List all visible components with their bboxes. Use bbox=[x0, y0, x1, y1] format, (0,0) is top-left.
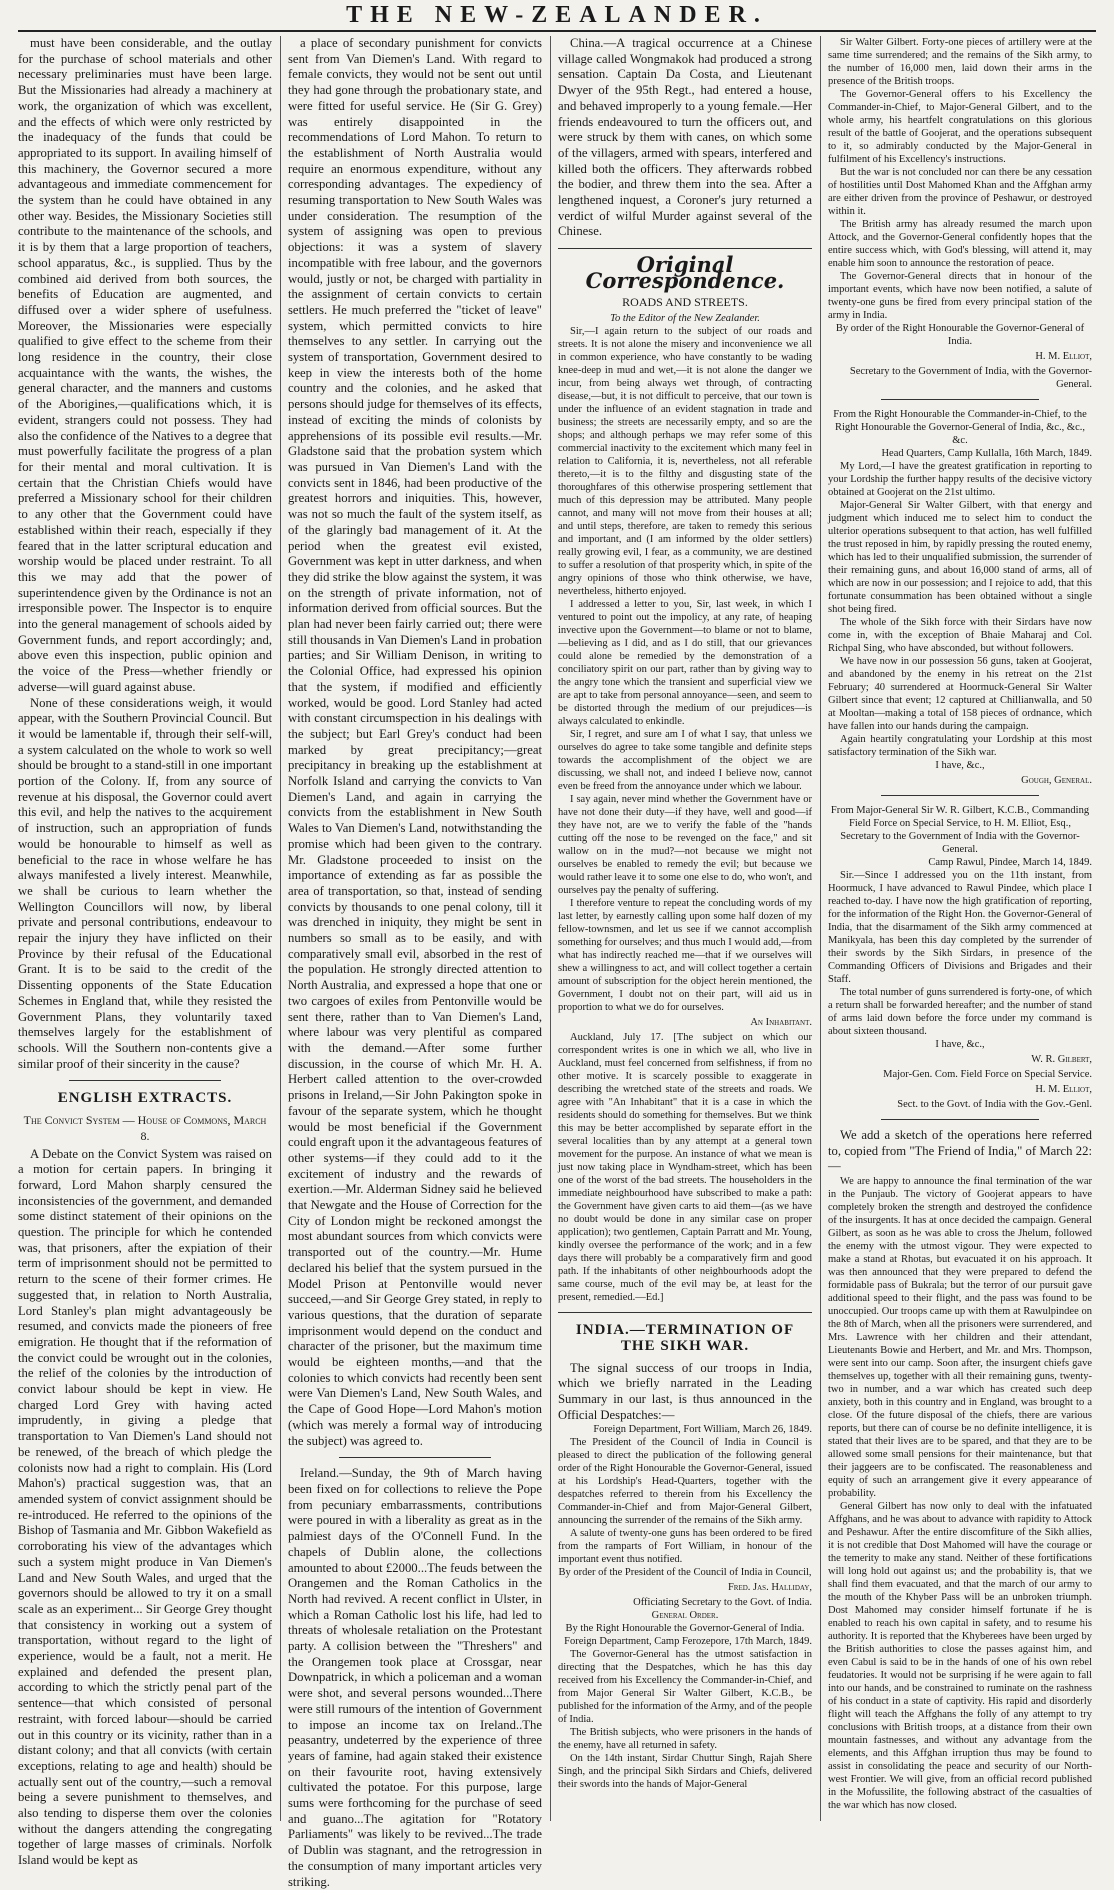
divider bbox=[881, 399, 1039, 400]
paragraph: The British army has already resumed the march upon Attock, and the Governor-General confidently hopes that the entire success which, with God's blessing, will attend it, may enable him soon to announce the restoration of peace. bbox=[828, 219, 1092, 269]
paragraph: The whole of the Sikh force with their Sirdars have now come in, with the exception of Bhaie Maharaj and Col. Richpal Sing, who have absconded, but without followers. bbox=[828, 617, 1092, 654]
section-heading: INDIA.—TERMINATION OF THE SIKH WAR. bbox=[575, 1322, 795, 1354]
subheading: ROADS AND STREETS. bbox=[622, 294, 748, 309]
signature: An Inhabitant. bbox=[750, 1017, 812, 1029]
paragraph: The Governor-General directs that in honour of the important events, which have now been notified, a salute of twenty-one guns be fired from every principal station of the army in India. bbox=[828, 271, 1092, 321]
paragraph: A salute of twenty-one guns has been ordered to be fired from the ramparts of Fort William, in honour of the important event thus notified. bbox=[558, 1528, 812, 1566]
dateline: Camp Rawul, Pindee, March 14, 1849. bbox=[928, 857, 1092, 868]
closing: I have, &c., bbox=[935, 1039, 985, 1050]
column-divider bbox=[820, 36, 821, 1821]
signature-title: Major-Gen. Com. Field Force on Special Service. bbox=[883, 1069, 1092, 1080]
paragraph: Sir, I regret, and sure am I of what I say, that unless we ourselves do agree to take some tangible and definite steps towards the accomplishment of the object we are discussing, we shall not, and indeed I believe now, cannot even be freed from the annoyance under which we labour. bbox=[558, 729, 812, 793]
paragraph: Ireland.—Sunday, the 9th of March having been fixed on for collections to relieve the Pope from pecuniary embarrassments, contributions were poured in with a liberality as great as in the palmiest days of the O'Connell Fund. In the chapels of Dublin alone, the collections amounted to about £2000...The feuds between the Orangemen and the Roman Catholics in the North had revived. A recent conflict in Ulster, in which a Roman Catholic lost his life, had led to threats of wholesale retaliation on the Protestant party. A collision between the "Threshers" and the Orangemen took place at Crossgar, near Downpatrick, in which a policeman and a woman were shot, and several persons wounded...There were still rumours of the intention of Government to impose an income tax on Ireland..The peasantry, undeterred by the experience of three years of famine, had again staked their existence on their favourite root, having extensively cultivated the potatoe. For this purpose, large sums were forthcoming for the purchase of seed and guano...The agitation for "Rotatory Parliaments" was likely to be revived...The trade of Dublin was stagnant, and the retrogression in the consumption of many important articles very striking. bbox=[288, 1466, 542, 1889]
column-4 bbox=[828, 36, 1092, 1821]
signature: Fred. Jas. Halliday, bbox=[727, 1582, 812, 1594]
divider bbox=[339, 1457, 491, 1458]
paragraph: Sir Walter Gilbert. Forty-one pieces of artillery were at the same time surrendered; and the remains of the Sikh army, to the number of 16,000 men, laid down their arms in the presence of the British troops. bbox=[828, 37, 1092, 87]
signature: Gough, General. bbox=[1021, 775, 1092, 786]
divider bbox=[881, 795, 1039, 796]
closing: I have, &c., bbox=[935, 760, 985, 771]
section-heading: Original Correspondence. bbox=[585, 252, 785, 293]
paragraph: My Lord,—I have the greatest gratification in reporting to your Lordship the further happy results of the decisive victory obtained at Goojerat on the 21st ultimo. bbox=[828, 461, 1092, 498]
editor-note: Auckland, July 17. [The subject on which our correspondent writes is one in which we all, who live in Auckland, must feel concerned from selfishness, if from no other motive. It is scarcely possible to exaggerate in describing the wretched state of the streets and roads. We agree with "An Inhabitant" that it is a case in which the residents should do something for themselves. But we think this may be better accomplished by separate effort in the several localities than by any attempt at a general town movement for the purpose. An instance of what we mean is just now taking place in Wyndham-street, which has been one of the worst of the bad streets. The householders in the immediate neighbourhood have subscribed to make a path: the Government have given carts to aid them—(as we have no doubt would be done in any similar case on proper application); two gentlemen, Captain Parratt and Mr. Young, kindly oversee the performance of the work; and in a few days there will probably be a comparatively firm and good path. If the inhabitants of other neighbourhoods adopt the same course, much of the evil may be, at least for the present, remedied.—Ed.] bbox=[558, 1032, 812, 1304]
masthead bbox=[0, 0, 1114, 30]
paragraph: But the war is not concluded nor can there be any cessation of hostilities until Dost Mahomed Khan and the Affghan army are either driven from the province of Peshawur, or destroyed within it. bbox=[828, 167, 1092, 217]
dateline: Foreign Department, Fort William, March 26, 1849. bbox=[593, 1424, 812, 1436]
divider bbox=[558, 1312, 812, 1313]
paragraph: must have been considerable, and the outlay for the purchase of school materials and other necessary preliminaries must have been large. But the Missionaries had already a machinery at work, the organization of which was excellent, and the effects of which were only restricted by the inadequacy of the funds that could be appropriated to its support. In availing himself of this machinery, the Governor secured a more advantageous and immediate commencement for the system than he could have obtained in any other way. Besides, the Missionary Societies still contribute to the maintenance of the schools, and it is by them that a large proportion of teachers, school apparatus, &c., is supplied. Thus by the combined aid derived from both sources, the benefits of Education are augmented, and diffused over a wider sphere of usefulness. Moreover, the Missionaries were especially qualified to give effect to the scheme from their long residence in the country, their close acquaintance with the wants, the wishes, the general character, and the manners and customs of the Aborigines,—qualifications which, it is evident, strangers could not possess. They had also the confidence of the Natives to a degree that must powerfully facilitate the progress of a plan for their mental and moral cultivation. It is certain that the Christian Chiefs would have preferred a Missionary school for their children to any other that the Government could have established within their reach, especially if they feared that in the latter scriptural education and worship would be placed under restraint. To all this we may add that the power of superintendence given by the Ordinance is not an irresponsible power. The Inspector is to enquire into the general management of schools aided by Government funds, and report accordingly; and, above even this inspection, public opinion and the voice of the Press—whether friendly or adverse—will guard against abuse. bbox=[18, 36, 272, 694]
paragraph: We have now in our possession 56 guns, taken at Goojerat, and abandoned by the enemy in his retreat on the 21st February; 40 surrendered at Hoormuck-General Sir Walter Gilbert since that event; 12 captured at Chillianwalla, and 50 at Mooltan—making a total of 158 pieces of ordnance, which have fallen into our hands during the campaign. bbox=[828, 656, 1092, 732]
subheading: To the Editor of the New Zealander. bbox=[610, 313, 760, 325]
paragraph: Major-General Sir Walter Gilbert, with that energy and judgment which induced me to select him to conduct the ulterior operations subsequent to that action, has well fulfilled the trust reposed in him, by rapidly pressing the routed enemy, which has led to their unqualified submission, the surrender of their remaining guns, and about 16,000 stand of arms, all of which are now in our possession; and I rejoice to add, that this fortunate consummation has been obtained without a single shot being fired. bbox=[828, 500, 1092, 615]
order-line: By the Right Honourable the Governor-General of India. bbox=[565, 1623, 805, 1635]
signature-title: Secretary to the Government of India, with the Governor-General. bbox=[849, 366, 1092, 390]
paragraph: We are happy to announce the final termination of the war in the Punjaub. The victory of Goojerat appears to have completely broken the strength and destroyed the confidence of the insurgents. It has at once decided the campaign. General Gilbert, as soon as he was able to cross the Jhelum, followed the enemy with the utmost vigour. They were expected to make a stand at Rhotas, but evacuated it on his approach. It was then announced that they were prepared to defend the formidable pass of Bukrala; but the terror of our pursuit gave additional speed to their flight, and the pass was found to be unoccupied. Our troops came up with them at Rawulpindee on the 8th of March, when all the prisoners were surrendered, and Mrs. Lawrence with her children and their attendant, Lieutenants Bowie and Herbert, and Mr. and Mrs. Thompson, were sent into our camp. Soon after, the insurgent chiefs gave themselves up, together with all their remaining guns, twenty-two in number, and a war which has created such deep anxiety, both in this country and in England, was brought to a close. Of the future disposal of the chiefs, there are various reports, but there can of course be no definite intelligence, it is stated that their lives are to be spared, and that they are to be allowed some small pensions for their maintenance, but that their jaggeers are to be confiscated. The reasonableness and equity of such an arrangement give it every appearance of probability. bbox=[828, 1176, 1092, 1500]
paragraph: The signal success of our troops in India, which we briefly narrated in the Leading Summary in our last, is thus announced in the Official Despatches:— bbox=[558, 1360, 812, 1422]
paragraph: The Governor-General has the utmost satisfaction in directing that the Despatches, which he has this day received from his Excellency the Commander-in-Chief, and from Major General Sir Walter Gilbert, K.C.B., be published for the information of the Army, and of the people of India. bbox=[558, 1649, 812, 1726]
paragraph: I addressed a letter to you, Sir, last week, in which I ventured to point out the impolicy, at any rate, of heaping invective upon the Government—to blame or not to blame,—believing as I did, and as I do still, that our grievances could alone be remedied by the demonstration of a conciliatory spirit on our part, rather than by giving way to the angry tone which the transient and superficial view we are apt to take from personal annoyance—seen, and seem to be distorted through the medium of our prejudices—is always calculated to enkindle. bbox=[558, 599, 812, 728]
subheading: General Order. bbox=[651, 1610, 719, 1622]
paragraph: The total number of guns surrendered is forty-one, of which a return shall be forwarded hereafter; and the number of stand of arms laid down before the force under my command is about sixteen thousand. bbox=[828, 987, 1092, 1037]
paragraph: We add a sketch of the operations here referred to, copied from "The Friend of India," of March 22:— bbox=[828, 1128, 1092, 1174]
divider bbox=[69, 1080, 221, 1081]
paragraph: Sir.—Since I addressed you on the 11th instant, from Hoormuck, I have advanced to Rawul Pindee, which place I reached to-day. I have now the high gratification of reporting, for the information of the Right Hon. the Governor-General of India, that the disarmament of the Sikh army commenced at Manikyala, has been this day completed by the surrender of their swords by the Sikh Sirdars, in presence of the Commanding Officers of Divisions and Brigades and their Staff. bbox=[828, 870, 1092, 985]
paragraph: The Governor-General offers to his Excellency the Commander-in-Chief, to Major-General Gilbert, and to the whole army, his heartfelt congratulations on this glorious result of the battle of Goojerat, and the operations subsequent to it, so admirably conducted by the Major-General in fulfilment of his Excellency's instructions. bbox=[828, 89, 1092, 165]
paragraph: A Debate on the Convict System was raised on a motion for certain papers. In bringing it forward, Lord Mahon sharply censured the inconsistencies of the government, and demanded some distinct statement of their opinions on the question. The principle for which he contended was, that prisoners, after the expiation of their term of imprisonment should not be permitted to return to the scene of their former crimes. He suggested that, in relation to North Australia, Lord Stanley's plan might advantageously be resumed, and convicts made the pioneers of free emigration. He thought that if the reformation of the convict could be wrought out in the colonies, the relief of the colonies by the introduction of convict labour should be kept in view. He charged Lord Grey with having acted imprudently, in giving a pledge that transportation to Van Diemen's Land should not be renewed, of the breach of which pledge the colonists now had a right to complain. His (Lord Mahon's) practical suggestion was, that an amended system of convict assignment should be re-introduced. He referred to the opinions of the Bishop of Tasmania and Mr. Gibbon Wakefield as corroborating his view of the advantages which such a system might produce in Van Diemen's Land and New South Wales, and urged that the governors should be allowed to try it on a small scale as an experiment... Sir George Grey thought that consistency in working out a system of transportation, without regard to the light of experience, would be a fault, not a merit. He explained and defended the present plan, according to which the strictly penal part of the sentence—that which consisted of personal restraint, with forced labour—should be carried out in this country or its vicinity, rather than in a distant colony; and that all convicts (with certain exceptions, relating to age and health) should be actually sent out of the country,—such a removal being a severe punishment to themselves, and also tending to disperse them over the colonies without the dangers attending the congregating together of large masses of criminals. Norfolk Island would be kept as bbox=[18, 1146, 272, 1868]
divider bbox=[881, 1119, 1039, 1120]
signature-title: Sect. to the Govt. of India with the Gov.-Genl. bbox=[897, 1099, 1092, 1110]
paragraph: I therefore venture to repeat the concluding words of my last letter, by earnestly calling upon some half dozen of my fellow-townsmen, and let us see if we cannot accomplish something for ourselves; and thus much I would add,—from what has indirectly reached me—that if we ourselves will shew a willingness to act, and will collect together a certain amount of subscription for the object herein mentioned, the Government, I doubt not on their part, will aid us in proportion to what we do for ourselves. bbox=[558, 898, 812, 1014]
column-2 bbox=[288, 36, 543, 1889]
masthead-title: THE NEW-ZEALANDER. bbox=[346, 2, 768, 28]
paragraph: The British subjects, who were prisoners in the hands of the enemy, have all returned in safety. bbox=[558, 1727, 812, 1752]
paragraph: I say again, never mind whether the Government have or have not done their duty—if they have, well and good—if they have not, are we to verify the fable of the "hands cutting off the nose to be revenged on the face," and sit wallow on in the mud?—not because we might not ourselves be enabled to remedy the evil; but because we would rather leave it to some one else to do, who won't, and ourselves pay the penalty of suffering. bbox=[558, 794, 812, 897]
divider bbox=[558, 248, 812, 249]
masthead-rule bbox=[18, 30, 1096, 32]
paragraph: China.—A tragical occurrence at a Chinese village called Wongmakok had produced a strong sensation. Captain Da Costa, and Lieutenant Dwyer of the 95th Regt., had entered a house, and behaved improperly to a young female.—Her friends endeavoured to turn the officers out, and were struck by them with canes, on which some of the villagers, armed with spears, interfered and killed both the officers. They afterwards robbed the bodier, and threw them into the sea. After a lengthened inquest, a Coroner's jury returned a verdict of wilful Murder against several of the Chinese. bbox=[558, 36, 812, 239]
paragraph: a place of secondary punishment for convicts sent from Van Diemen's Land. With regard to female convicts, they would not be sent out until they had gone through the probationary state, and were fitted for useful service. He (Sir G. Grey) was entirely disappointed in the recommendations of Lord Mahon. To return to the establishment of North Australia would require an enormous expenditure, without any corresponding advantages. The expediency of resuming transportation to New South Wales was under consideration. The resumption of the system of assigning was open to previous objections: it was a system of slavery incompatible with free labour, and the governors would, justly or not, be charged with partiality in the assignment of certain convicts to certain settlers. He much preferred the "ticket of leave" system, which permitted convicts to hire themselves to any settler. In carrying out the system of transportation, Government desired to keep in view the interests both of the home country and the colonies, and he asked that persons should judge for themselves of its effects, instead of exciting the minds of colonists by apprehensions of its possible evil results.—Mr. Gladstone said that the probation system which was pursued in Van Diemen's Land with the convicts sent in 1846, had been productive of the greatest horrors and iniquities. This, however, was not so much the fault of the system itself, as of the glaringly bad management of it. At the period when the greatest evil existed, Government was kept in utter darkness, and when they did strike the blow against the system, it was on the strength of private information, not of information derived from official sources. But the plan had never been fairly carried out; there were still thousands in Van Diemen's Land in probation parties; and Sir William Denison, in writing to the Colonial Office, had expressed his opinion that the system, if modified and efficiently worked, would be good. Lord Stanley had acted with constant circumspection in his dealings with the subject; but Earl Grey's conduct had been marked by great precipitancy;—great precipitancy in breaking up the establishment at Norfolk Island and carrying the convicts to Van Diemen's Land, and again in carrying the convicts from the establishment in New South Wales to Van Diemen's Land, notwithstanding the promise which had been given to the contrary. Mr. Gladstone proceeded to insist on the importance of extending as far as possible the area of transportation, so that, instead of sending convicts by thousands to one penal colony, till it was drenched in iniquity, they might be sent in numbers so small as to be easily, and with comparatively small evil, absorbed in the rest of the population. He strongly directed attention to North Australia, and expressed a hope that one or two cargoes of exiles from Pentonville would be sent there, rather than to Van Diemen's Land, where labour was very plentiful as compared with the demand.—After some further discussion, in the course of which Mr. H. A. Herbert called attention to the over-crowded prisons in Ireland,—Sir John Pakington spoke in favour of the separate system, which he thought would be most beneficial if the Government could engraft upon it the advantageous features of other systems—if they could add to it the excitement of industry and the rewards of exertion.—Mr. Alderman Sidney said he believed that Newgate and the House of Correction for the City of London might be reckoned amongst the most abundant sources from which convicts were transported out of the country.—Mr. Hume declared his belief that the system pursued in the Model Prison at Pentonville would never succeed,—and Sir George Grey stated, in reply to various questions, that the duration of separate imprisonment would depend on the conduct and character of the prisoner, but the maximum time would be eighteen months,—and that the colonies to which convicts had recently been sent were Van Diemen's Land, New South Wales, and the Cape of Good Hope—Lord Mahon's motion (which was merely a formal way of introducing the subject) was agreed to. bbox=[288, 36, 543, 1448]
paragraph: The President of the Council of India in Council is pleased to direct the publication of the following general order of the Right Honourable the Governor-General, issued at his Lordship's Head-Quarters, together with the despatches referred to therein from his Excellency the Commander-in-Chief and from Major-General Gilbert, announcing the surrender of the remains of the Sikh army. bbox=[558, 1437, 812, 1527]
paragraph: None of these considerations weigh, it would appear, with the Southern Provincial Council. But it would be lamentable if, through their self-will, a system calculated on the whole to work so well should be brought to a stand-still in one important portion of the Colony. If, from any source of revenue at his disposal, the Governor could avert this evil, and help the natives to the acquirement of instruction, such an appropriation of funds would be honourable to himself as well as beneficial to the race in whose welfare he has always manifested a lively interest. Meanwhile, we shall be curious to learn whether the Wellington Councillors will now, by liberal private and personal contributions, endeavour to repair the injury they have inflicted on their Province by their refusal of the Educational Grant. It is to be said to the credit of the Dissenting opponents of the State Education Schemes in England that, while they resisted the Government Plans, they voluntarily taxed themselves largely for the establishment of schools. Will the Southern non-contents give a similar proof of their sincerity in the cause? bbox=[18, 695, 272, 1071]
order-line: By order of the President of the Council of India in Council, bbox=[558, 1567, 812, 1579]
column-divider bbox=[550, 36, 551, 1821]
column-divider bbox=[280, 36, 281, 1821]
signature: H. M. Elliot, bbox=[1035, 1084, 1092, 1095]
section-heading: ENGLISH EXTRACTS. bbox=[57, 1090, 233, 1107]
signature: W. R. Gilbert, bbox=[1031, 1054, 1092, 1065]
paragraph: On the 14th instant, Sirdar Chuttur Singh, Rajah Shere Singh, and the principal Sikh Sirdars and Chiefs, delivered their swords into the hands of Major-General bbox=[558, 1753, 812, 1791]
paragraph: Again heartily congratulating your Lordship at this most satisfactory termination of the Sikh war. bbox=[828, 734, 1092, 758]
order-line: By order of the Right Honourable the Governor-General of India. bbox=[835, 323, 1085, 347]
column-1 bbox=[18, 36, 272, 1868]
column-3 bbox=[558, 36, 812, 1821]
signature: H. M. Elliot, bbox=[1035, 351, 1092, 362]
signature-title: Officiating Secretary to the Govt. of India. bbox=[633, 1597, 812, 1609]
paragraph: Sir,—I again return to the subject of our roads and streets. It is not alone the misery and inconvenience we all in common experience, who have constantly to be wading knee-deep in mud and wet,—it is not alone the danger we incur, from being always wet through, of contracting disease,—but, it is not difficult to perceive, that our town is under the influence of an evident stagnation in trade and business; the streets are necessarily empty, and so are the shops; and although perhaps we may refer some of this commercial inactivity to the excitement which many feel in relation to California, it is, nevertheless, not all referable thereto,—it is to the filthy and disgusting state of the thoroughfares of this otherwise prospering settlement that much of this depression may be attributed. Many people cannot, and many will not move from their houses at all; and until steps, therefore, are taken to remedy this serious and important, and (I am informed by the older settlers) really growing evil, I fear, as a community, we are destined to suffer a resolution of that prosperity which, in spite of the angry opinions of those who think otherwise, we have, nevertheless, hitherto enjoyed. bbox=[558, 326, 812, 598]
letter-heading: From Major-General Sir W. R. Gilbert, K.C.B., Commanding Field Force on Special Service, to H. M. Elliot, Esq., Secretary to the Government of India with the Governor-General. bbox=[830, 805, 1090, 855]
dateline: Foreign Department, Camp Ferozepore, 17th March, 1849. bbox=[564, 1636, 812, 1648]
dateline: Head Quarters, Camp Kullalla, 16th March, 1849. bbox=[881, 448, 1092, 459]
paragraph: General Gilbert has now only to deal with the infatuated Affghans, and he was about to advance with rapidity to Attock and Peshawur. After the entire discomfiture of the Sikh allies, it is not credible that Dost Mahomed will have the courage or the temerity to make any stand. Neither of these fortifications will long hold out against us; and the probability is, that we shall find them evacuated, and that the march of our army to the mouth of the Khyber Pass will be an unbroken triumph. Dost Mahomed may consider himself fortunate if he is enabled to reach his own capital in safety, and to resume his authority. It is reported that the Khyberees have been urged by the British authorities to close the passes against him, and even Cabul is said to be in the hands of one of his own rebel feudatories. It would not be surprising if he were again to fall into our hands, and be constrained to ruminate on the rashness of his conduct in a state of captivity. His rapid and disorderly flight will teach the Affghans the folly of any attempt to try conclusions with British troops, at a distance from their own mountain fastnesses, and without any advantage from the elements, and this Affghan irruption thus may be found to assist in consolidating the peace and security of our North-west Frontier. We will give, from an official record published in the Mofussilite, the following abstract of the casualties of the war which has now closed. bbox=[828, 1501, 1092, 1812]
subheading: The Convict System — House of Commons, March 8. bbox=[23, 1113, 267, 1143]
letter-heading: From the Right Honourable the Commander-in-Chief, to the Right Honourable the Governor-General of India, &c., &c., &c. bbox=[833, 409, 1087, 446]
